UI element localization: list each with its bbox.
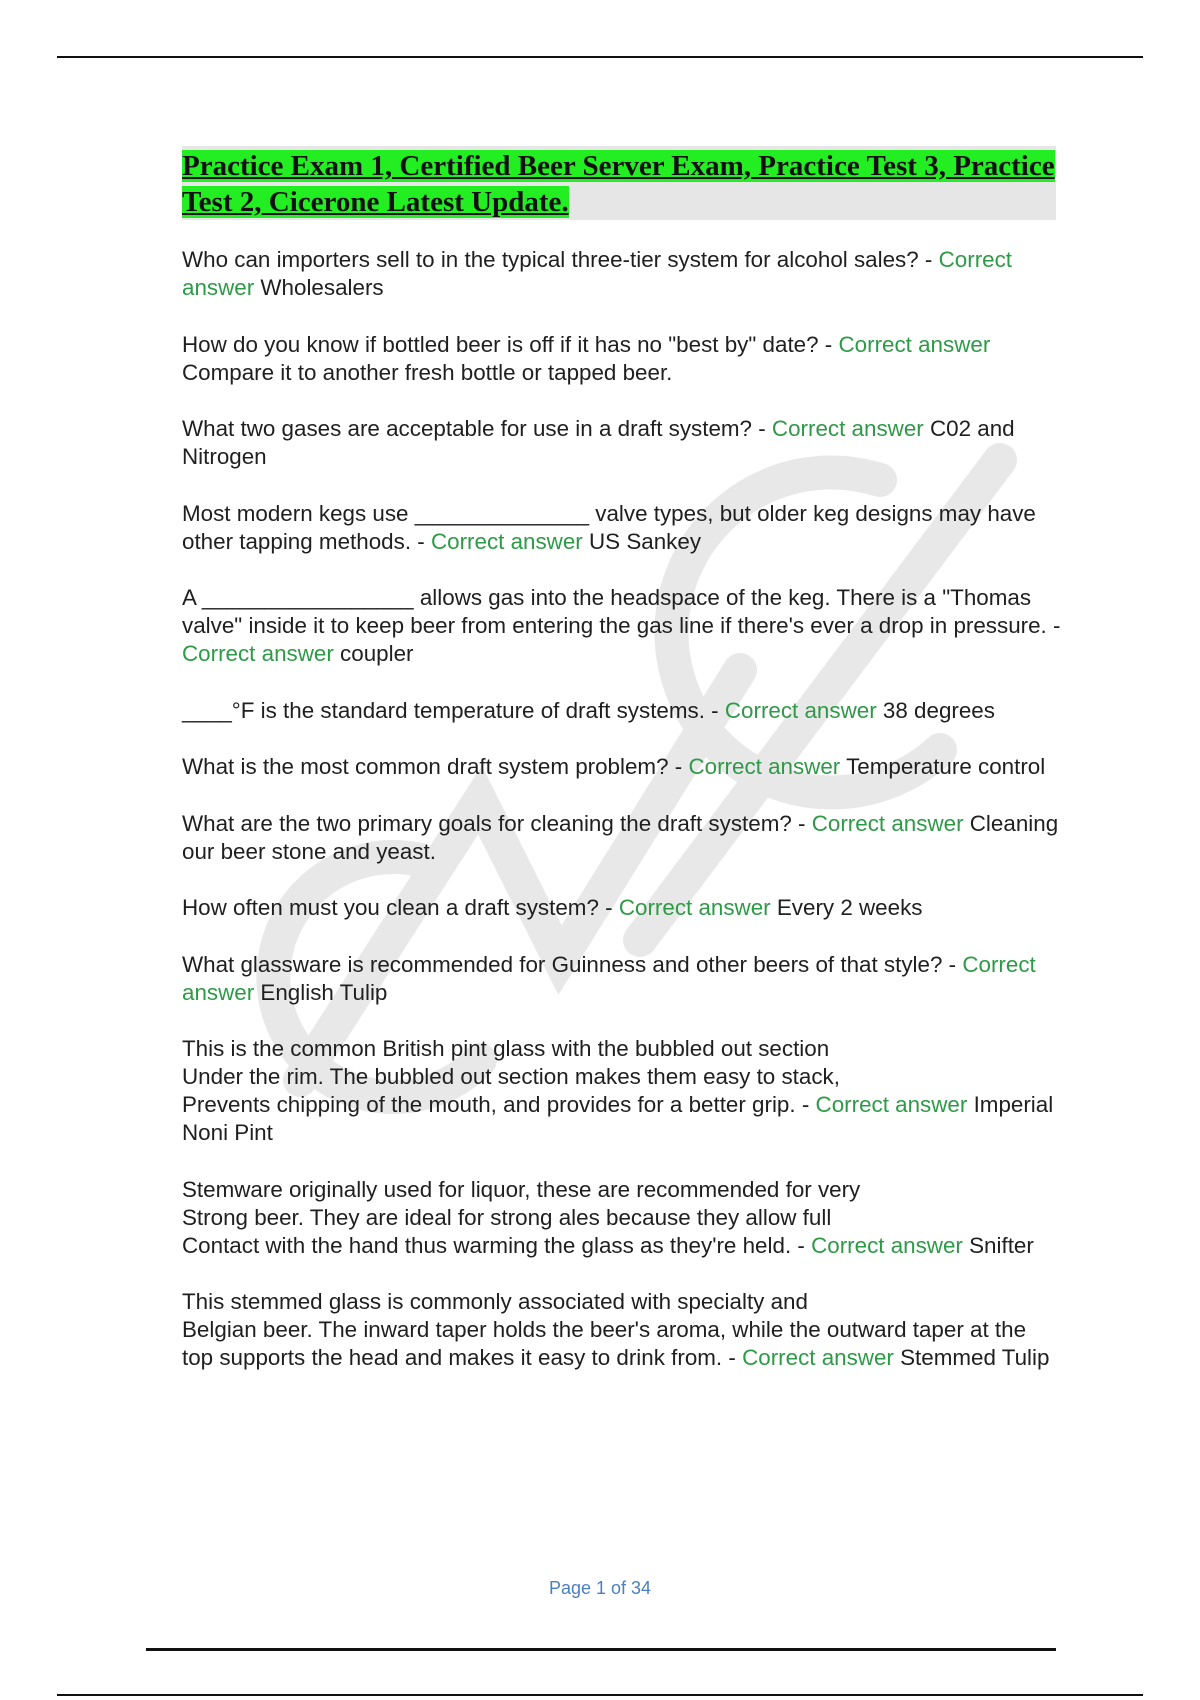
bottom-rule (57, 1694, 1143, 1696)
correct-answer-label: Correct answer (742, 1345, 894, 1370)
question-text: ____°F is the standard temperature of draft systems. - (182, 697, 719, 723)
answer-text: Wholesalers (260, 275, 384, 300)
correct-answer-label: Correct answer (771, 416, 924, 441)
question-text: How do you know if bottled beer is off if it has no "best by" date? - (182, 331, 833, 357)
page-number: Page 1 of 34 (548, 1578, 652, 1598)
qa-item (182, 951, 1062, 1007)
correct-answer-label: Correct answer (182, 641, 334, 666)
question-text: What is the most common draft system problem? - (182, 754, 683, 779)
answer-text: English Tulip (260, 979, 388, 1005)
answer-text: Temperature control (846, 754, 1046, 779)
question-text: How often must you clean a draft system? - (182, 895, 613, 920)
question-text: This stemmed glass is commonly associated with specialty and Belgian beer. The inward taper holds the beer's aroma, while the outward taper at the top supports the head and makes it easy to drink from. - (182, 1289, 1027, 1370)
qa-item (182, 415, 1062, 471)
answer-text: Compare it to another fresh bottle or tapped beer. (182, 359, 673, 385)
qa-item (182, 1176, 1062, 1260)
question-text: Most modern kegs use ______________ valve types, but older keg designs may have other tapping methods. - (182, 500, 1036, 554)
answer-text: coupler (340, 641, 414, 666)
document-title: Practice Exam 1, Certified Beer Server Exam, Practice Test 3, Practice Test 2, Cicerone Latest Update. (182, 150, 1055, 218)
correct-answer-label: Correct answer (811, 1232, 963, 1258)
qa-item (182, 584, 1062, 668)
answer-text: Snifter (969, 1232, 1034, 1258)
qa-item (182, 331, 1062, 387)
answer-text: US Sankey (589, 528, 702, 554)
qa-item (182, 246, 1062, 302)
qa-item (182, 753, 1062, 781)
qa-item (182, 1288, 1062, 1372)
answer-text: Stemmed Tulip (900, 1345, 1050, 1370)
correct-answer-label: Correct answer (182, 951, 1036, 1005)
question-text: Who can importers sell to in the typical three-tier system for alcohol sales? - (182, 247, 933, 272)
question-list (182, 246, 1062, 1401)
question-text: Stemware originally used for liquor, these are recommended for very Strong beer. They are ideal for strong ales because they allow full Contact with the hand thus warming the glass as they're held. - (182, 1176, 861, 1258)
correct-answer-label: Correct answer (811, 810, 964, 836)
qa-item (182, 697, 1062, 725)
answer-text: Cleaning our beer stone and yeast. (182, 810, 1059, 864)
correct-answer-label: Correct answer (724, 697, 877, 723)
question-text: This is the common British pint glass with the bubbled out section Under the rim. The bubbled out section makes them easy to stack, Prevents chipping of the mouth, and provides for a better grip. - (182, 1036, 840, 1117)
answer-text: C02 and Nitrogen (182, 416, 1015, 469)
correct-answer-label: Correct answer (182, 247, 1013, 300)
question-text: What glassware is recommended for Guinness and other beers of that style? - (182, 951, 957, 977)
qa-item (182, 810, 1062, 866)
answer-text: 38 degrees (882, 697, 995, 723)
qa-item (182, 500, 1062, 556)
correct-answer-label: Correct answer (815, 1092, 968, 1117)
correct-answer-label: Correct answer (838, 331, 991, 357)
correct-answer-label: Correct answer (618, 895, 771, 920)
correct-answer-label: Correct answer (430, 528, 583, 554)
question-text: A _________________ allows gas into the headspace of the keg. There is a "Thomas valve" inside it to keep beer from entering the gas line if there's ever a drop in pressure. - (182, 585, 1061, 638)
qa-item (182, 1035, 1062, 1147)
footer-rule (146, 1648, 1056, 1651)
answer-text: Every 2 weeks (776, 895, 923, 920)
answer-text: Imperial Noni Pint (182, 1092, 1054, 1145)
correct-answer-label: Correct answer (688, 754, 841, 779)
question-text: What are the two primary goals for cleaning the draft system? - (182, 810, 806, 836)
question-text: What two gases are acceptable for use in a draft system? - (182, 416, 766, 441)
top-rule (57, 56, 1143, 58)
qa-item (182, 894, 1062, 922)
